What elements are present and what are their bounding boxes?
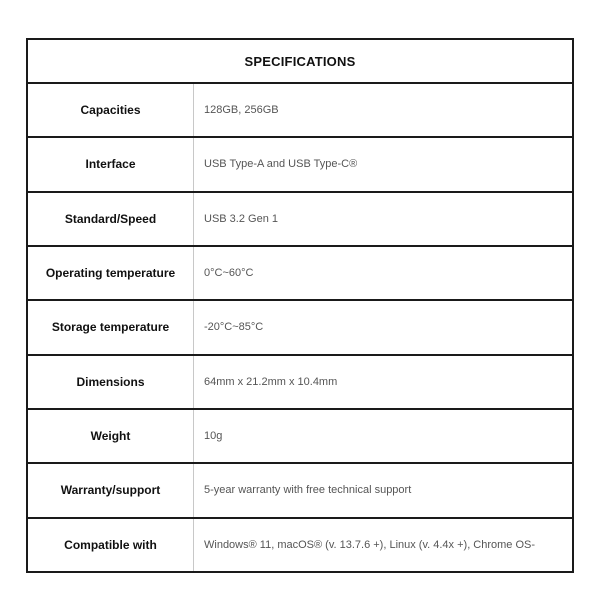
row-value: USB 3.2 Gen 1 xyxy=(204,212,278,225)
table-body xyxy=(28,84,572,571)
row-label-cell xyxy=(28,519,194,571)
row-value-cell xyxy=(194,193,572,245)
row-value-cell xyxy=(194,247,572,299)
row-label: Dimensions xyxy=(76,374,145,389)
row-label: Standard/Speed xyxy=(64,211,157,226)
row-value-cell xyxy=(194,356,572,408)
table-header xyxy=(28,40,572,84)
row-label-cell xyxy=(28,247,194,299)
row-label-cell xyxy=(28,84,194,136)
table-row-standard-speed xyxy=(28,193,572,247)
row-value: Windows® 11, macOS® (v. 13.7.6 +), Linux (v. 4.4x +), Chrome OS- xyxy=(204,538,536,551)
row-value-cell xyxy=(194,301,572,353)
row-value-cell xyxy=(194,84,572,136)
row-value: USB Type-A and USB Type-C® xyxy=(204,158,358,171)
table-row-warranty-support xyxy=(28,464,572,518)
table-row-compatible-with xyxy=(28,519,572,571)
row-label: Weight xyxy=(90,429,131,444)
row-label-cell xyxy=(28,410,194,462)
row-label-cell xyxy=(28,193,194,245)
row-label: Operating temperature xyxy=(45,266,176,281)
row-value: -20°C~85°C xyxy=(204,321,264,334)
row-label: Capacities xyxy=(80,103,141,118)
row-label: Interface xyxy=(85,157,136,172)
specifications-table xyxy=(26,38,574,573)
row-label: Storage temperature xyxy=(51,320,170,335)
table-row-operating-temperature xyxy=(28,247,572,301)
table-title: SPECIFICATIONS xyxy=(244,53,356,69)
row-value: 64mm x 21.2mm x 10.4mm xyxy=(204,375,338,388)
row-label-cell xyxy=(28,464,194,516)
row-label-cell xyxy=(28,356,194,408)
row-label: Warranty/support xyxy=(60,483,161,498)
row-label-cell xyxy=(28,301,194,353)
row-value-cell xyxy=(194,138,572,190)
table-row-storage-temperature xyxy=(28,301,572,355)
row-value-cell xyxy=(194,410,572,462)
row-value-cell xyxy=(194,464,572,516)
row-value: 0°C~60°C xyxy=(204,267,254,280)
row-value-cell xyxy=(194,519,572,571)
row-value: 5-year warranty with free technical support xyxy=(204,484,412,497)
table-row-capacities xyxy=(28,84,572,138)
row-value: 128GB, 256GB xyxy=(204,104,279,117)
table-row-weight xyxy=(28,410,572,464)
row-label: Compatible with xyxy=(64,537,157,552)
row-label-cell xyxy=(28,138,194,190)
table-row-interface xyxy=(28,138,572,192)
row-value: 10g xyxy=(204,430,223,443)
table-row-dimensions xyxy=(28,356,572,410)
